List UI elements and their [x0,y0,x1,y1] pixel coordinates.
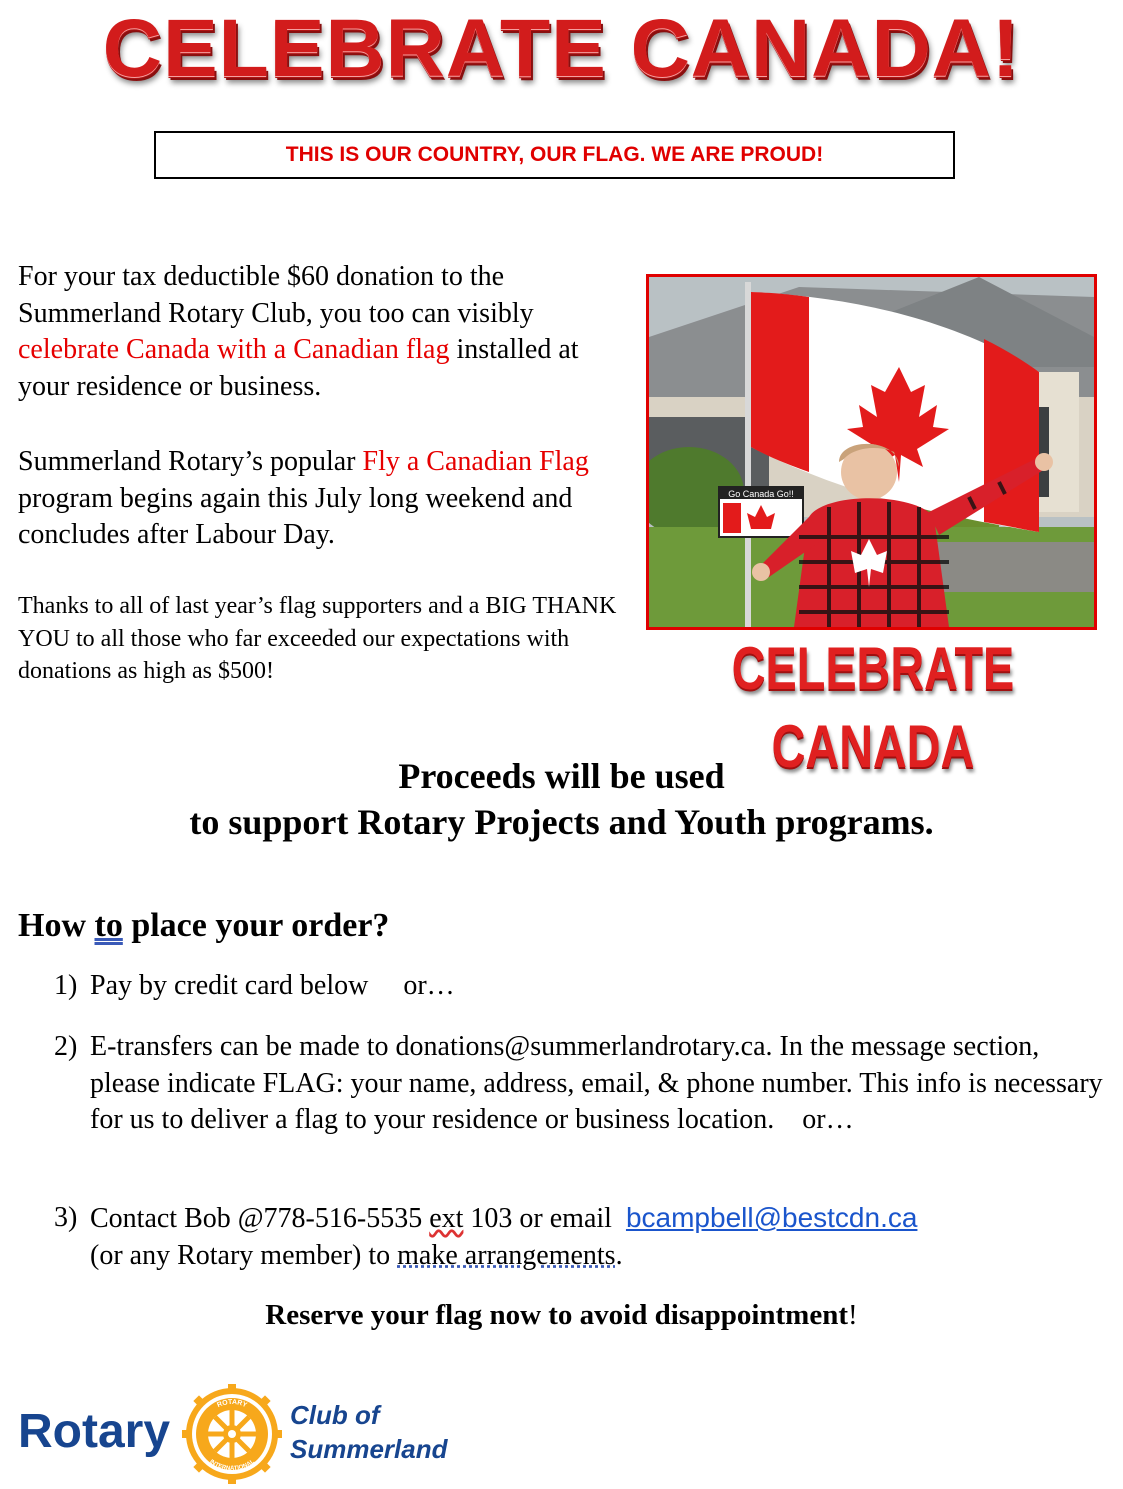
ext-text: ext [429,1203,464,1234]
donation-highlight: celebrate Canada with a Canadian flag [18,334,450,365]
step-3 [54,1200,1104,1274]
club-name [290,1398,448,1466]
tagline-text: THIS IS OUR COUNTRY, OUR FLAG. WE ARE PROUD! [285,143,824,166]
contact-text-end: . [615,1239,623,1271]
step-number: 2) [54,1031,78,1062]
proceeds-line-2: to support Rotary Projects and Youth programs. [189,802,934,842]
reserve-bold: Reserve your flag now to avoid disappointment [265,1299,849,1331]
photo-caption: CELEBRATE CANADA [731,635,1015,780]
order-heading [18,904,389,948]
program-text-end: program begins again this July long weekend and concludes after Labour Day. [18,482,573,550]
wheel-text-bottom: INTERNATIONAL [208,1458,256,1473]
step-text [90,1200,1104,1274]
contact-text-3: (or any Rotary member) to [90,1239,398,1271]
proceeds-line-1: Proceeds will be used [398,756,725,796]
flag-photo [646,274,1097,630]
sign-text: Go Canada Go!! [728,489,794,499]
order-heading-post: place your order? [122,907,390,944]
step-number: 3) [54,1202,78,1233]
thanks-paragraph: Thanks to all of last year’s flag supporters and a BIG THANK YOU to all those who far exceeded our expectations with donations as high as $500! [18,593,617,684]
club-line-1: Club of [290,1400,380,1430]
club-line-2: Summerland [290,1434,448,1464]
donation-text: For your tax deductible $60 donation to the Summerland Rotary Club, you too can visibly [18,261,534,329]
contact-text: Contact Bob @778-516-5535 [90,1203,430,1234]
proceeds-heading [0,753,1123,845]
rotary-wheel-icon [182,1384,282,1484]
step-text: E-transfers can be made to donations@summerlandrotary.ca. In the message section, please indicate FLAG: your name, address, email, & phone number. This info is necessary for us to deliver a flag to your residence or business location. or… [90,1031,1110,1135]
donation-text-end: installed at your residence or business. [18,334,579,402]
donation-paragraph [18,259,618,405]
step-2 [54,1029,1110,1139]
tagline-box [154,131,955,179]
contact-text-2: 103 or email [463,1203,626,1234]
wheel-text-top: ROTARY [216,1398,248,1410]
page-headline: CELEBRATE CANADA! [102,3,1021,94]
step-number: 1) [54,970,78,1001]
reserve-line [0,1296,1123,1334]
order-heading-pre: How [18,907,95,944]
program-text: Summerland Rotary’s popular [18,446,363,477]
email-link[interactable]: bcampbell@bestcdn.ca [625,1202,918,1233]
program-highlight: Fly a Canadian Flag [362,446,589,477]
order-heading-underlined: to [94,907,123,944]
step-text: Pay by credit card below or… [90,970,455,1001]
program-paragraph [18,444,618,554]
flag-photo-illustration [649,277,1094,627]
rotary-logo-word: Rotary [18,1405,171,1458]
reserve-tail: ! [848,1299,858,1331]
step-1 [54,968,1104,1005]
arrangements-text: make arrangements [397,1239,616,1271]
